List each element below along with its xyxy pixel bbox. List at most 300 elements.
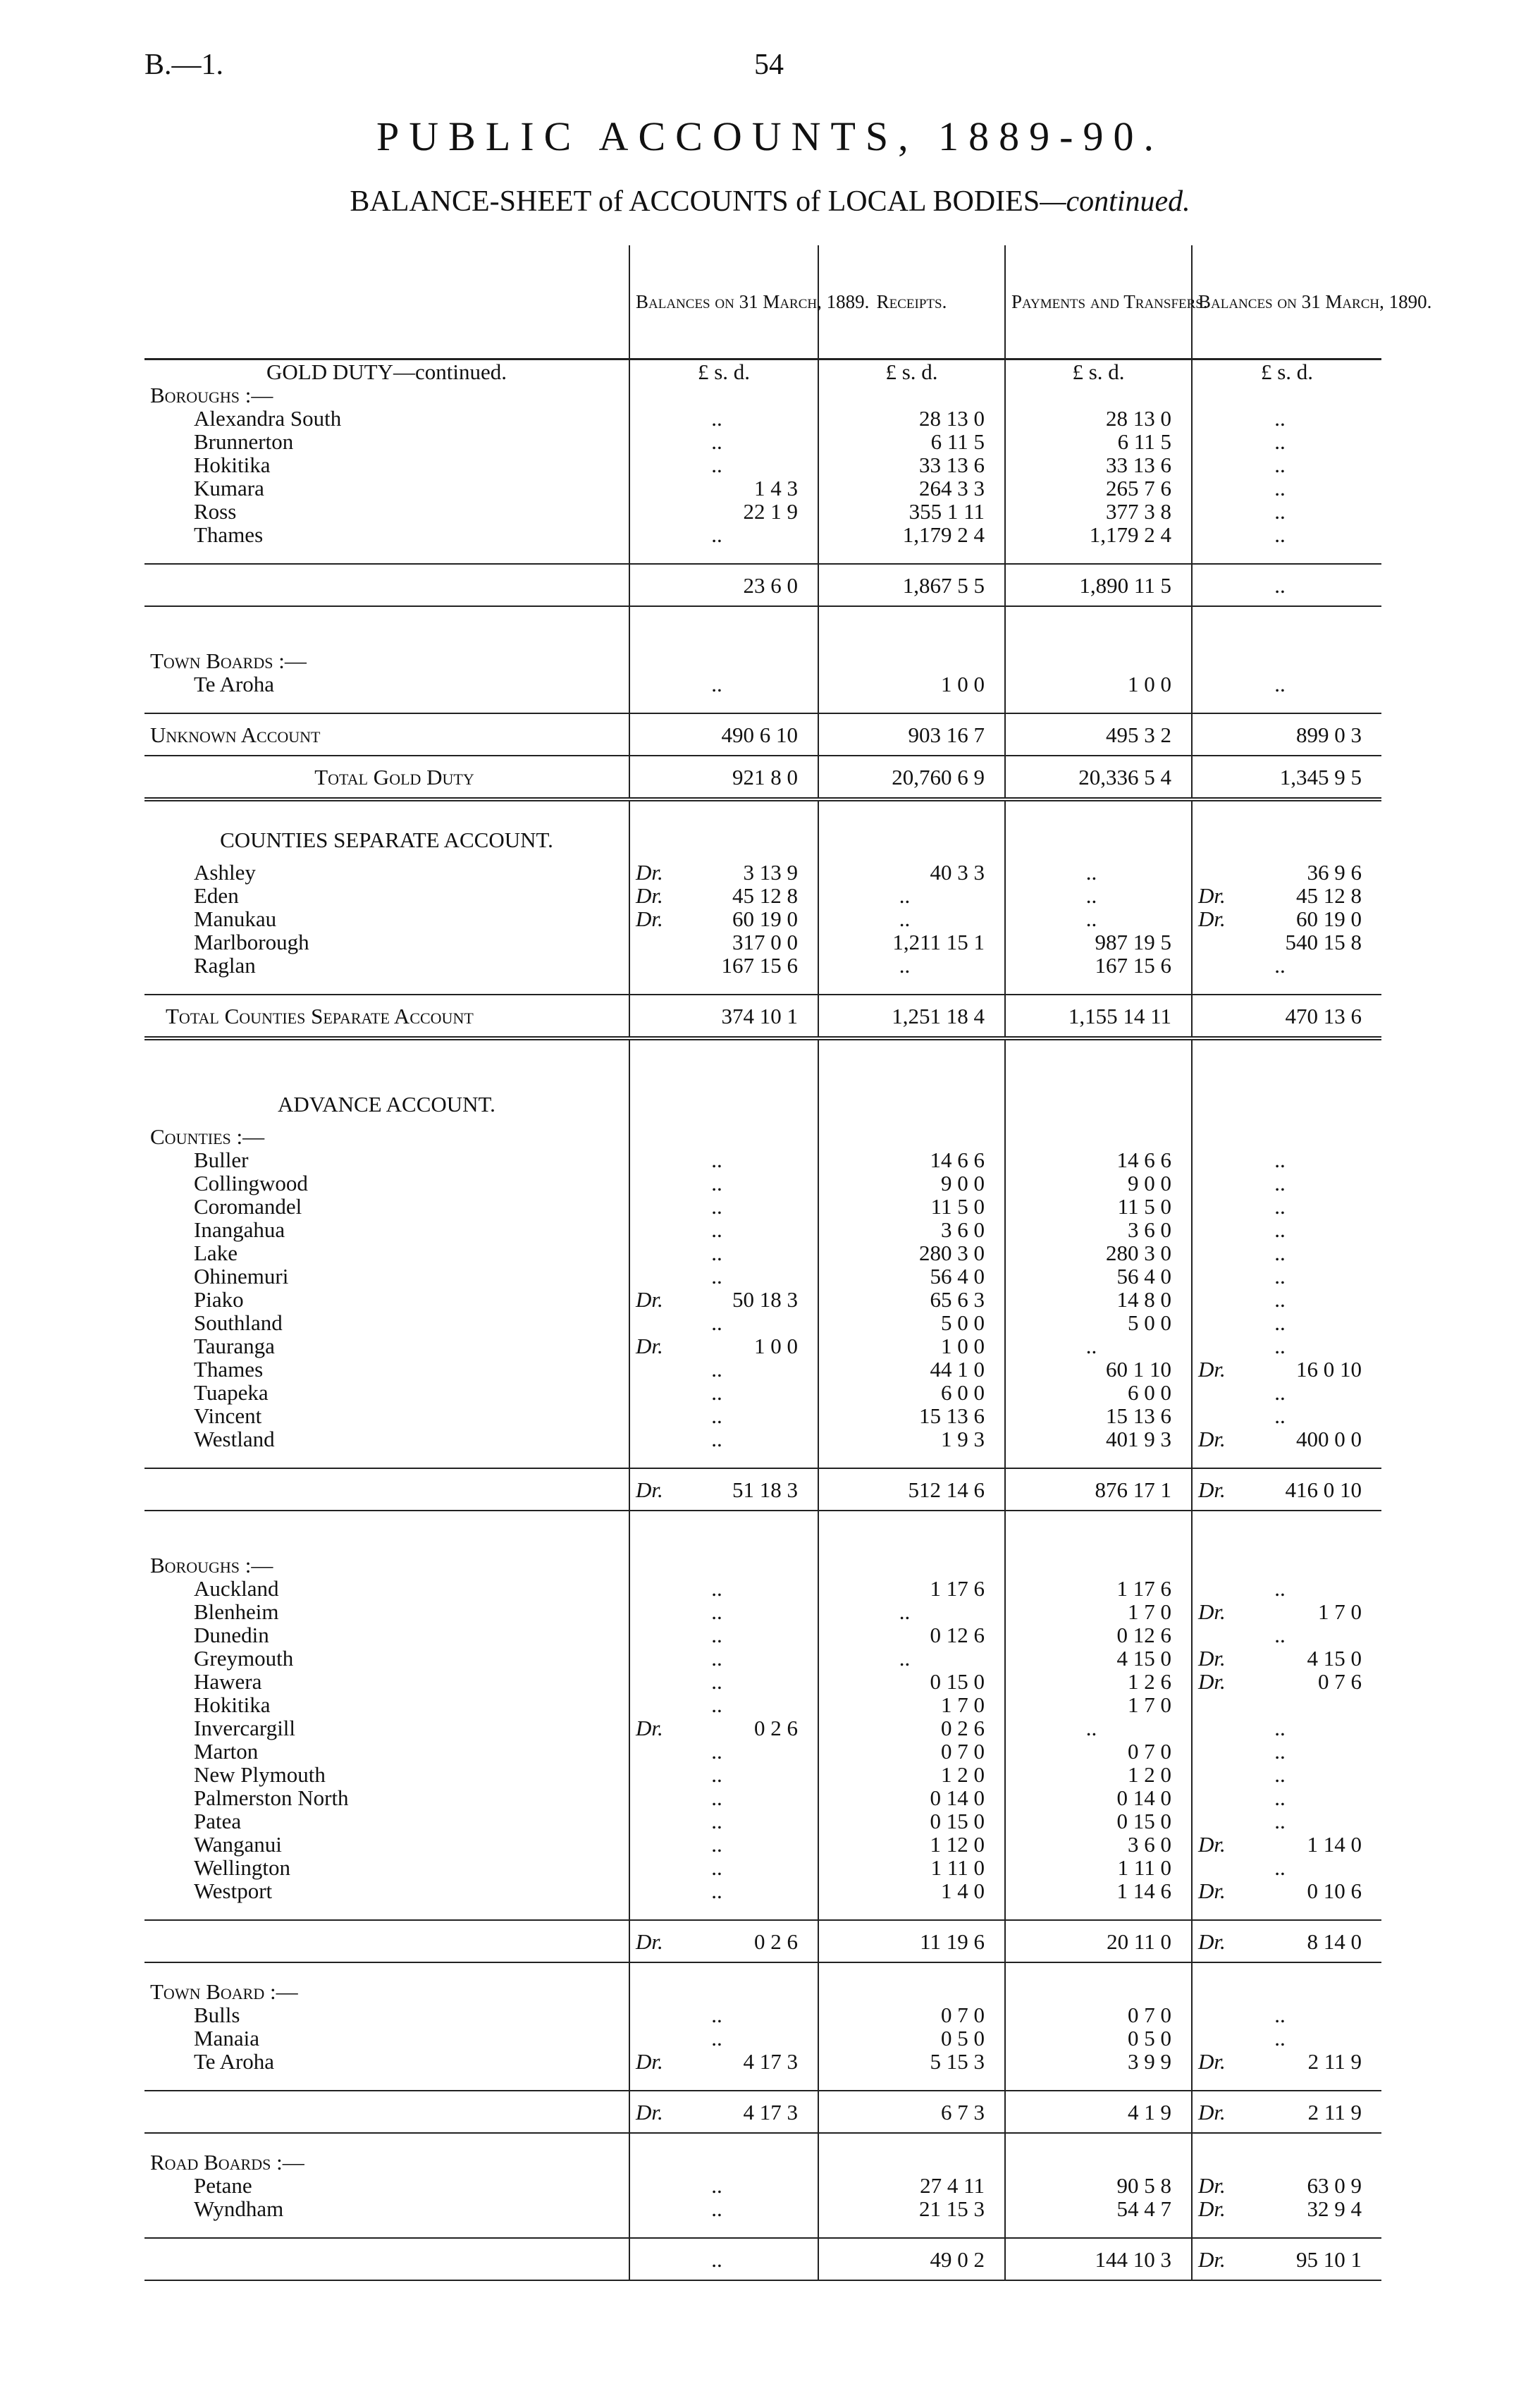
row-label: Hokitika	[194, 1692, 271, 1717]
table-row	[144, 1311, 1381, 1334]
amount-value: 4 17 3	[743, 2049, 798, 2074]
subtotal-row	[144, 564, 1381, 606]
empty-cell	[1192, 818, 1381, 861]
row-label: Collingwood	[194, 1171, 308, 1195]
empty-cell	[144, 1451, 629, 1468]
payments-cell: 20 11 0	[1005, 1920, 1192, 1962]
row-label: Total Counties Separate Account	[144, 995, 629, 1038]
table-row	[144, 476, 1381, 500]
balance-1890-cell	[1192, 2091, 1381, 2133]
payments-cell: 54 4 7	[1005, 2197, 1192, 2220]
row-label	[144, 564, 629, 606]
balance-1889-cell: ..	[629, 1856, 818, 1879]
balance-1890-cell: ..	[1192, 1311, 1381, 1334]
balance-1890-cell: ..	[1192, 500, 1381, 523]
amount-value: 4 15 0	[1307, 1646, 1362, 1671]
empty-cell	[818, 1962, 1005, 1980]
empty-cell	[1005, 2073, 1192, 2091]
payments-cell: 1 2 6	[1005, 1670, 1192, 1693]
table-row	[144, 1623, 1381, 1647]
table-row	[144, 672, 1381, 696]
balance-1889-cell: ..	[629, 1311, 818, 1334]
empty-cell	[1005, 1083, 1192, 1125]
row-label: Te Aroha	[194, 672, 275, 696]
debit-marker: Dr.	[1198, 2246, 1226, 2272]
row-label: Boroughs :—	[150, 383, 273, 407]
empty-cell	[818, 1980, 1005, 2003]
receipts-cell: 0 7 0	[818, 1740, 1005, 1763]
receipts-cell: 0 15 0	[818, 1670, 1005, 1693]
receipts-cell: 56 4 0	[818, 1265, 1005, 1288]
balance-1889-cell: 317 0 0	[629, 930, 818, 954]
receipts-cell: 44 1 0	[818, 1358, 1005, 1381]
balance-1890-cell	[1192, 1647, 1381, 1670]
payments-cell: 3 6 0	[1005, 1218, 1192, 1241]
header-receipts: Receipts.	[818, 245, 1005, 359]
debit-marker: Dr.	[636, 1287, 663, 1312]
empty-cell	[1192, 1962, 1381, 1980]
balance-1889-cell: ..	[629, 1670, 818, 1693]
empty-cell	[1192, 1038, 1381, 1083]
subtitle-suffix: —continued.	[1040, 185, 1190, 218]
receipts-cell: 1 7 0	[818, 1693, 1005, 1716]
page-number: 54	[754, 49, 784, 81]
payments-cell: ..	[1005, 1716, 1192, 1740]
empty-cell	[629, 2073, 818, 2091]
empty-cell	[818, 546, 1005, 564]
payments-cell: 1 7 0	[1005, 1600, 1192, 1623]
amount-value: 400 0 0	[1296, 1427, 1362, 1451]
payments-cell: 167 15 6	[1005, 954, 1192, 977]
page-subtitle	[0, 185, 1540, 219]
row-label: Manukau	[194, 906, 277, 931]
empty-cell	[629, 1554, 818, 1577]
document-reference: B.—1.	[144, 49, 224, 81]
balance-1889-cell: ..	[629, 1623, 818, 1647]
empty-cell	[1005, 2133, 1192, 2151]
spacer-row	[144, 1902, 1381, 1920]
balance-1890-cell: ..	[1192, 1740, 1381, 1763]
units-row	[144, 359, 1381, 384]
debit-marker: Dr.	[1198, 1477, 1226, 1502]
row-label: Total Gold Duty	[144, 756, 629, 799]
receipts-cell: 0 14 0	[818, 1786, 1005, 1809]
amount-value: 60 19 0	[1296, 906, 1362, 931]
table-row	[144, 1763, 1381, 1786]
debit-marker: Dr.	[1198, 1832, 1226, 1857]
receipts-cell: 512 14 6	[818, 1468, 1005, 1511]
table-row	[144, 1740, 1381, 1763]
empty-cell	[1005, 383, 1192, 407]
empty-cell	[144, 1038, 629, 1083]
row-label: Unknown Account	[144, 713, 629, 756]
balance-1889-cell: ..	[629, 407, 818, 430]
empty-cell	[1192, 1554, 1381, 1577]
balance-1889-cell: ..	[629, 1358, 818, 1381]
receipts-cell: 0 12 6	[818, 1623, 1005, 1647]
payments-cell: 1 11 0	[1005, 1856, 1192, 1879]
debit-marker: Dr.	[1198, 2049, 1226, 2074]
table-row	[144, 2027, 1381, 2050]
empty-cell	[818, 696, 1005, 713]
receipts-cell: 1,867 5 5	[818, 564, 1005, 606]
balance-1890-cell: ..	[1192, 1577, 1381, 1600]
header-payments-transfers: Payments and Transfers.	[1005, 245, 1192, 359]
balance-1890-cell: 540 15 8	[1192, 930, 1381, 954]
empty-cell	[629, 1962, 818, 1980]
section-heading: ADVANCE ACCOUNT.	[278, 1091, 495, 1117]
empty-cell	[1005, 818, 1192, 861]
row-label	[144, 1920, 629, 1962]
amount-value: 60 19 0	[732, 906, 798, 931]
amount-value: 0 10 6	[1307, 1879, 1362, 1903]
amount-value: 0 7 6	[1318, 1669, 1362, 1694]
receipts-cell: ..	[818, 1647, 1005, 1670]
balance-1890-cell	[1192, 1468, 1381, 1511]
row-label: Town Boards :—	[150, 648, 307, 673]
payments-cell: 0 14 0	[1005, 1786, 1192, 1809]
spacer-row	[144, 2073, 1381, 2091]
total-row	[144, 756, 1381, 799]
payments-cell: 20,336 5 4	[1005, 756, 1192, 799]
amount-value: 3 13 9	[743, 860, 798, 885]
payments-cell: 144 10 3	[1005, 2238, 1192, 2280]
balance-1889-cell: ..	[629, 1833, 818, 1856]
receipts-cell: 1,251 18 4	[818, 995, 1005, 1038]
payments-cell: 6 11 5	[1005, 430, 1192, 453]
empty-cell	[1192, 546, 1381, 564]
balance-1890-cell: ..	[1192, 1716, 1381, 1740]
row-label: Lake	[194, 1241, 238, 1265]
receipts-cell: 6 0 0	[818, 1381, 1005, 1404]
empty-cell	[818, 2073, 1005, 2091]
receipts-cell: 49 0 2	[818, 2238, 1005, 2280]
receipts-cell: ..	[818, 1600, 1005, 1623]
payments-cell: 11 5 0	[1005, 1195, 1192, 1218]
empty-cell	[818, 1554, 1005, 1577]
receipts-cell: 5 15 3	[818, 2050, 1005, 2073]
balance-1890-cell: ..	[1192, 1763, 1381, 1786]
amount-value: 2 11 9	[1307, 2099, 1362, 2125]
empty-cell	[818, 383, 1005, 407]
payments-cell: 15 13 6	[1005, 1404, 1192, 1427]
balance-1889-cell	[629, 2050, 818, 2073]
empty-cell	[818, 1511, 1005, 1554]
balance-1889-cell	[629, 861, 818, 884]
spacer-row	[144, 2220, 1381, 2238]
group-label-row	[144, 1554, 1381, 1577]
balance-1889-cell	[629, 1334, 818, 1358]
receipts-cell: 65 6 3	[818, 1288, 1005, 1311]
balance-1890-cell: ..	[1192, 1786, 1381, 1809]
receipts-cell: 0 15 0	[818, 1809, 1005, 1833]
receipts-cell: 0 2 6	[818, 1716, 1005, 1740]
units-label: £ s. d.	[818, 359, 1005, 384]
empty-cell	[629, 1511, 818, 1554]
row-label: Tauranga	[194, 1334, 275, 1358]
receipts-cell: 1 9 3	[818, 1427, 1005, 1451]
balance-1890-cell: ..	[1192, 430, 1381, 453]
empty-cell	[1192, 1980, 1381, 2003]
table-row	[144, 1670, 1381, 1693]
units-label: £ s. d.	[1005, 359, 1192, 384]
table-row	[144, 523, 1381, 546]
balance-1889-cell: 1 4 3	[629, 476, 818, 500]
balance-1890-cell: ..	[1192, 564, 1381, 606]
table-row	[144, 1833, 1381, 1856]
balance-1890-cell: ..	[1192, 1334, 1381, 1358]
receipts-cell: 6 11 5	[818, 430, 1005, 453]
payments-cell: 9 0 0	[1005, 1172, 1192, 1195]
receipts-cell: 1 11 0	[818, 1856, 1005, 1879]
receipts-cell: 280 3 0	[818, 1241, 1005, 1265]
table-row	[144, 2174, 1381, 2197]
table-row	[144, 407, 1381, 430]
table-row	[144, 884, 1381, 907]
balance-1890-cell	[1192, 2174, 1381, 2197]
empty-cell	[144, 2133, 629, 2151]
debit-marker: Dr.	[636, 860, 663, 885]
receipts-cell: 0 7 0	[818, 2003, 1005, 2027]
row-label: Te Aroha	[194, 2049, 275, 2074]
receipts-cell: 21 15 3	[818, 2197, 1005, 2220]
debit-marker: Dr.	[636, 2099, 663, 2125]
receipts-cell: ..	[818, 884, 1005, 907]
debit-marker: Dr.	[1198, 1669, 1226, 1694]
balance-1889-cell	[629, 1716, 818, 1740]
empty-cell	[818, 2133, 1005, 2151]
empty-cell	[1192, 383, 1381, 407]
receipts-cell: 1,179 2 4	[818, 523, 1005, 546]
row-label: Buller	[194, 1148, 249, 1172]
empty-cell	[629, 649, 818, 672]
debit-marker: Dr.	[1198, 1929, 1226, 1954]
balance-1890-cell: ..	[1192, 2003, 1381, 2027]
blank-header	[144, 245, 629, 359]
balance-1889-cell: ..	[629, 1427, 818, 1451]
payments-cell: 0 5 0	[1005, 2027, 1192, 2050]
spacer-row	[144, 2133, 1381, 2151]
balance-1889-cell: ..	[629, 1172, 818, 1195]
empty-cell	[629, 1038, 818, 1083]
table-row	[144, 2050, 1381, 2073]
payments-cell: 401 9 3	[1005, 1427, 1192, 1451]
empty-cell	[1005, 696, 1192, 713]
payments-cell: 1 17 6	[1005, 1577, 1192, 1600]
empty-cell	[629, 2133, 818, 2151]
receipts-cell: 1 12 0	[818, 1833, 1005, 1856]
debit-marker: Dr.	[636, 906, 663, 931]
payments-cell: 28 13 0	[1005, 407, 1192, 430]
subtotal-row	[144, 2238, 1381, 2280]
payments-cell: 1 0 0	[1005, 672, 1192, 696]
balance-1889-cell: ..	[629, 1195, 818, 1218]
payments-cell: ..	[1005, 861, 1192, 884]
table-row	[144, 1879, 1381, 1902]
units-label: £ s. d.	[1192, 359, 1381, 384]
receipts-cell: 28 13 0	[818, 407, 1005, 430]
row-label: Marlborough	[194, 930, 309, 954]
debit-marker: Dr.	[1198, 1646, 1226, 1671]
balance-1890-cell: ..	[1192, 1172, 1381, 1195]
row-label: Westland	[194, 1427, 275, 1451]
empty-cell	[629, 799, 818, 818]
header-balances-1890: Balances on 31 March, 1890.	[1192, 245, 1381, 359]
table-row	[144, 1577, 1381, 1600]
balance-1889-cell: ..	[629, 2197, 818, 2220]
empty-cell	[144, 606, 629, 649]
balance-1890-cell: ..	[1192, 523, 1381, 546]
balance-1889-cell: ..	[629, 1148, 818, 1172]
row-label: Road Boards :—	[150, 2150, 304, 2175]
empty-cell	[1005, 1125, 1192, 1148]
balance-1890-cell: ..	[1192, 1241, 1381, 1265]
table-row	[144, 1647, 1381, 1670]
table-row	[144, 500, 1381, 523]
balance-1890-cell	[1192, 1833, 1381, 1856]
debit-marker: Dr.	[636, 1716, 663, 1740]
payments-cell: 6 0 0	[1005, 1381, 1192, 1404]
empty-cell	[1192, 696, 1381, 713]
empty-cell	[818, 1902, 1005, 1920]
balance-1889-cell: ..	[629, 1740, 818, 1763]
receipts-cell: ..	[818, 907, 1005, 930]
empty-cell	[1005, 1980, 1192, 2003]
receipts-cell: 33 13 6	[818, 453, 1005, 476]
row-label: Town Board :—	[150, 1979, 298, 2004]
spacer-row	[144, 1962, 1381, 1980]
payments-cell: 1 7 0	[1005, 1693, 1192, 1716]
amount-value: 32 9 4	[1307, 2196, 1362, 2221]
table-row	[144, 1786, 1381, 1809]
table-row	[144, 430, 1381, 453]
empty-cell	[1192, 2151, 1381, 2174]
receipts-cell: ..	[818, 954, 1005, 977]
row-label: New Plymouth	[194, 1762, 326, 1787]
payments-cell: 14 8 0	[1005, 1288, 1192, 1311]
row-label: Petane	[194, 2173, 252, 2198]
payments-cell: 377 3 8	[1005, 500, 1192, 523]
balance-1890-cell: ..	[1192, 453, 1381, 476]
empty-cell	[629, 1083, 818, 1125]
empty-cell	[144, 546, 629, 564]
payments-cell: 3 9 9	[1005, 2050, 1192, 2073]
payments-cell: 1,890 11 5	[1005, 564, 1192, 606]
row-label: Ashley	[194, 860, 256, 885]
row-label: Palmerston North	[194, 1785, 349, 1810]
empty-cell	[629, 1451, 818, 1468]
spacer-row	[144, 546, 1381, 564]
debit-marker: Dr.	[1198, 2173, 1226, 2198]
receipts-cell: 1,211 15 1	[818, 930, 1005, 954]
spacer-row	[144, 977, 1381, 995]
balance-1890-cell	[1192, 2197, 1381, 2220]
total-row	[144, 995, 1381, 1038]
balance-1889-cell: ..	[629, 453, 818, 476]
receipts-cell: 1 2 0	[818, 1763, 1005, 1786]
table-row	[144, 2197, 1381, 2220]
balance-1890-cell	[1192, 1427, 1381, 1451]
balance-1889-cell: ..	[629, 430, 818, 453]
empty-cell	[629, 383, 818, 407]
receipts-cell: 27 4 11	[818, 2174, 1005, 2197]
payments-cell: 280 3 0	[1005, 1241, 1192, 1265]
row-label: Invercargill	[194, 1716, 296, 1740]
row-label: Blenheim	[194, 1599, 279, 1624]
balance-1890-cell	[1192, 1693, 1381, 1716]
balance-1889-cell: ..	[629, 1381, 818, 1404]
row-label: Southland	[194, 1310, 283, 1335]
empty-cell	[818, 799, 1005, 818]
empty-cell	[818, 2151, 1005, 2174]
empty-cell	[1005, 1451, 1192, 1468]
row-label: Boroughs :—	[150, 1553, 273, 1578]
balance-1890-cell	[1192, 1358, 1381, 1381]
table-row	[144, 1265, 1381, 1288]
balance-1889-cell	[629, 1468, 818, 1511]
empty-cell	[1192, 1125, 1381, 1148]
balance-1889-cell: ..	[629, 2003, 818, 2027]
balance-1889-cell	[629, 884, 818, 907]
row-label: Hokitika	[194, 453, 271, 477]
empty-cell	[144, 2220, 629, 2238]
debit-marker: Dr.	[636, 883, 663, 908]
receipts-cell: 15 13 6	[818, 1404, 1005, 1427]
group-label-row	[144, 2151, 1381, 2174]
column-header-row	[144, 245, 1381, 359]
debit-marker: Dr.	[1198, 1357, 1226, 1382]
balance-1890-cell: ..	[1192, 1195, 1381, 1218]
table-row	[144, 1809, 1381, 1833]
balance-1889-cell: 374 10 1	[629, 995, 818, 1038]
table-row	[144, 907, 1381, 930]
balance-1889-cell: ..	[629, 2238, 818, 2280]
row-label	[144, 2238, 629, 2280]
row-label: Hawera	[194, 1669, 262, 1694]
empty-cell	[629, 1980, 818, 2003]
empty-cell	[1005, 1554, 1192, 1577]
balance-1889-cell: ..	[629, 2027, 818, 2050]
empty-cell	[818, 606, 1005, 649]
payments-cell: 4 1 9	[1005, 2091, 1192, 2133]
row-label: Vincent	[194, 1403, 262, 1428]
balance-1889-cell: 22 1 9	[629, 500, 818, 523]
spacer-row	[144, 606, 1381, 649]
payments-cell: 60 1 10	[1005, 1358, 1192, 1381]
receipts-cell: 1 0 0	[818, 1334, 1005, 1358]
payments-cell: 1,155 14 11	[1005, 995, 1192, 1038]
row-label: Thames	[194, 522, 264, 547]
header-balances-1889: Balances on 31 March, 1889.	[629, 245, 818, 359]
balance-1889-cell	[629, 1288, 818, 1311]
receipts-cell: 1 17 6	[818, 1577, 1005, 1600]
receipts-cell: 14 6 6	[818, 1148, 1005, 1172]
balance-1889-cell: 167 15 6	[629, 954, 818, 977]
empty-cell	[1005, 2151, 1192, 2174]
empty-cell	[1005, 1511, 1192, 1554]
table-row	[144, 1195, 1381, 1218]
empty-cell	[818, 2220, 1005, 2238]
payments-cell: 0 15 0	[1005, 1809, 1192, 1833]
table-row	[144, 861, 1381, 884]
balance-1890-cell: ..	[1192, 1856, 1381, 1879]
debit-marker: Dr.	[636, 1477, 663, 1502]
empty-cell	[1192, 606, 1381, 649]
payments-cell: ..	[1005, 884, 1192, 907]
spacer-row	[144, 1451, 1381, 1468]
payments-cell: ..	[1005, 907, 1192, 930]
debit-marker: Dr.	[1198, 883, 1226, 908]
